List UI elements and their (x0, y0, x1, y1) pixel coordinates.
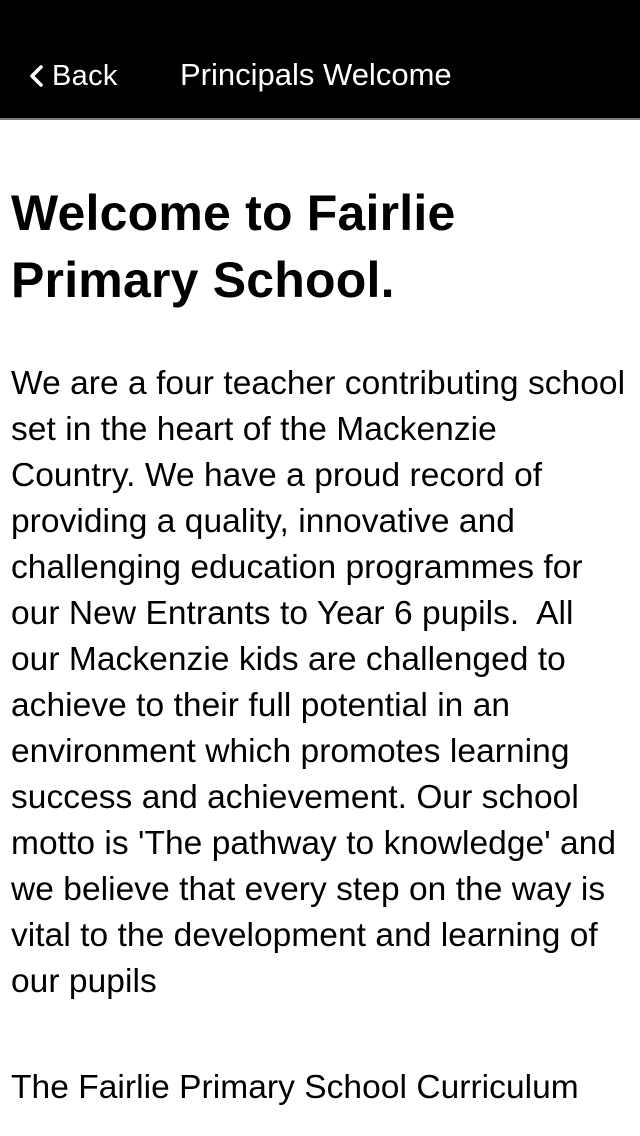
article-paragraph: The Fairlie Primary School Curriculum (11, 1069, 579, 1106)
article-heading: Welcome to Fairlie Primary School. (11, 185, 456, 308)
navigation-bar (0, 0, 640, 120)
article-content (11, 180, 635, 1111)
article-paragraph: We are a four teacher contributing school set in the heart of the Mackenzie Country. We have a proud record of providing a quality, innovative and challenging education programmes for our New Entrants to Year 6 pupils. All our Mackenzie kids are challenged to achieve to their full potential in an environment which promotes learning success and achievement. Our school motto is 'The pathway to knowledge' and we believe that every step on the way is vital to the development and learning of our pupils (11, 365, 635, 1000)
chevron-left-icon (26, 63, 48, 89)
page-title: Principals Welcome (180, 57, 452, 92)
back-label: Back (52, 59, 118, 92)
back-button[interactable] (26, 54, 118, 98)
